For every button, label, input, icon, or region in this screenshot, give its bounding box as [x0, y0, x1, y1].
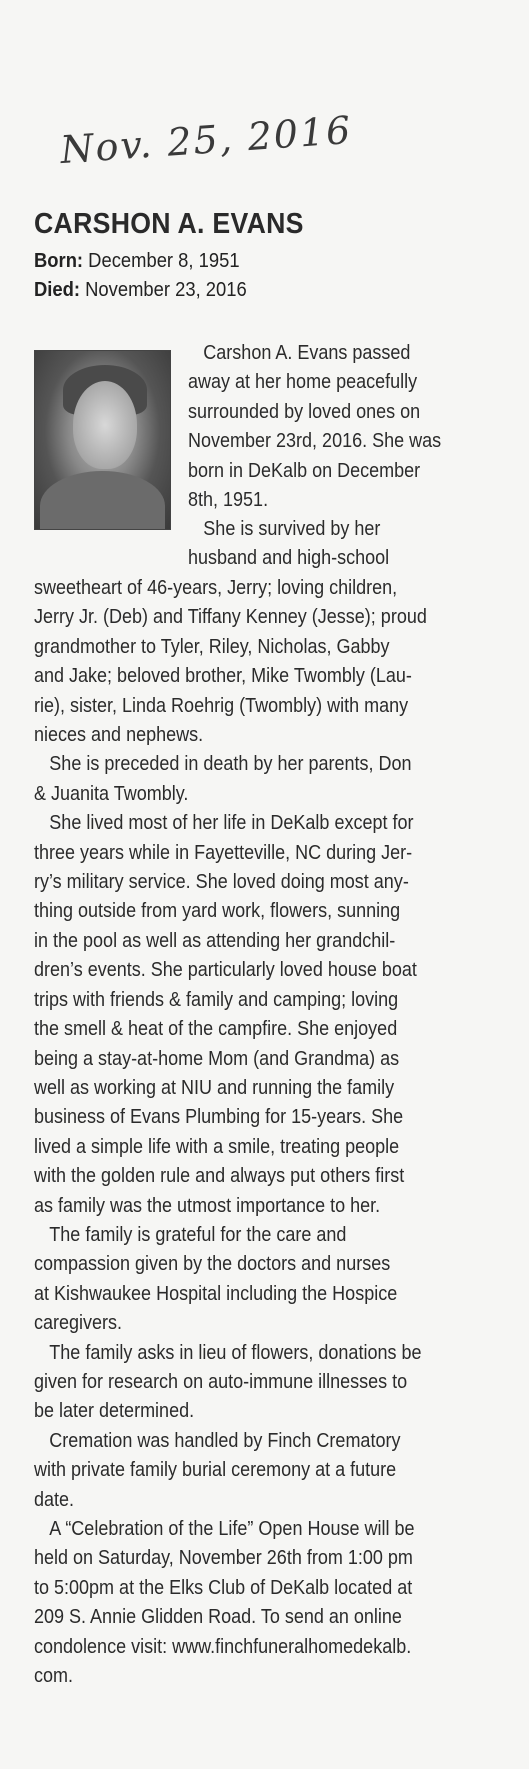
text-line: Cremation was handled by Finch Crematory: [49, 1429, 401, 1452]
text-line: and Jake; beloved brother, Mike Twombly (Lau-: [34, 665, 412, 688]
text-line: born in DeKalb on December: [188, 459, 421, 482]
text-line: ry’s military service. She loved doing most any-: [34, 871, 409, 894]
handwritten-date: Nov. 25, 2016: [58, 107, 354, 173]
text-line: with private family burial ceremony at a future: [34, 1459, 397, 1482]
text-line: given for research on auto-immune illnesses to: [34, 1370, 408, 1393]
text-line: be later determined.: [34, 1400, 195, 1423]
text-line: thing outside from yard work, flowers, sunning: [34, 900, 401, 923]
died-date: November 23, 2016: [85, 279, 247, 301]
obituary-paragraph-intro: [188, 339, 469, 515]
born-date: December 8, 1951: [88, 250, 240, 272]
text-line: lived a simple life with a smile, treating people: [34, 1135, 400, 1158]
text-line: 209 S. Annie Glidden Road. To send an online: [34, 1606, 402, 1629]
text-line: condolence visit: www.finchfuneralhomedekalb.: [34, 1635, 412, 1658]
text-line: Carshon A. Evans passed: [203, 342, 411, 364]
text-line: held on Saturday, November 26th from 1:00 pm: [34, 1547, 413, 1570]
text-line: date.: [34, 1488, 75, 1511]
text-line: sweetheart of 46-years, Jerry; loving children,: [34, 577, 398, 599]
text-line: dren’s events. She particularly loved house boat: [34, 959, 417, 982]
text-line: November 23rd, 2016. She was: [188, 430, 442, 453]
text-line: husband and high-school: [188, 547, 390, 570]
text-line: in the pool as well as attending her grandchil-: [34, 929, 396, 952]
text-line: nieces and nephews.: [34, 724, 204, 747]
obituary-paragraph-survivors: [188, 515, 412, 574]
text-line: She is preceded in death by her parents, Don: [49, 753, 412, 776]
text-line: Jerry Jr. (Deb) and Tiffany Kenney (Jesse); proud: [34, 606, 427, 629]
text-line: being a stay-at-home Mom (and Grandma) as: [34, 1047, 400, 1070]
text-line: The family is grateful for the care and: [49, 1223, 347, 1246]
died-label: Died:: [34, 279, 80, 301]
obituary-paragraph-survivors-cont: [34, 574, 471, 1691]
born-label: Born:: [34, 250, 84, 272]
text-line: She is survived by her: [203, 518, 381, 540]
text-line: 8th, 1951.: [188, 489, 269, 512]
text-line: three years while in Fayetteville, NC during Jer-: [34, 841, 413, 864]
text-line: The family asks in lieu of flowers, donations be: [49, 1341, 422, 1364]
obituary-name: CARSHON A. EVANS: [34, 208, 304, 240]
died-line: [34, 279, 247, 302]
text-line: rie), sister, Linda Roehrig (Twombly) with many: [34, 694, 409, 717]
text-line: business of Evans Plumbing for 15-years. She: [34, 1106, 404, 1129]
text-line: She lived most of her life in DeKalb except for: [49, 812, 414, 835]
text-line: the smell & heat of the campfire. She enjoyed: [34, 1018, 398, 1041]
text-line: surrounded by loved ones on: [188, 400, 421, 423]
text-line: com.: [34, 1665, 74, 1688]
text-line: A “Celebration of the Life” Open House will be: [49, 1518, 415, 1540]
text-line: with the golden rule and always put others first: [34, 1165, 405, 1188]
text-line: grandmother to Tyler, Riley, Nicholas, Gabby: [34, 635, 390, 658]
text-line: caregivers.: [34, 1312, 123, 1335]
text-line: to 5:00pm at the Elks Club of DeKalb located at: [34, 1576, 413, 1599]
text-line: away at her home peacefully: [188, 371, 418, 394]
born-line: [34, 250, 240, 273]
portrait-photo: [34, 350, 171, 530]
text-line: as family was the utmost importance to her.: [34, 1194, 381, 1217]
text-line: well as working at NIU and running the family: [34, 1076, 395, 1099]
text-line: trips with friends & family and camping; loving: [34, 988, 399, 1011]
text-line: & Juanita Twombly.: [34, 782, 189, 805]
text-line: at Kishwaukee Hospital including the Hospice: [34, 1282, 398, 1305]
text-line: compassion given by the doctors and nurses: [34, 1253, 391, 1276]
